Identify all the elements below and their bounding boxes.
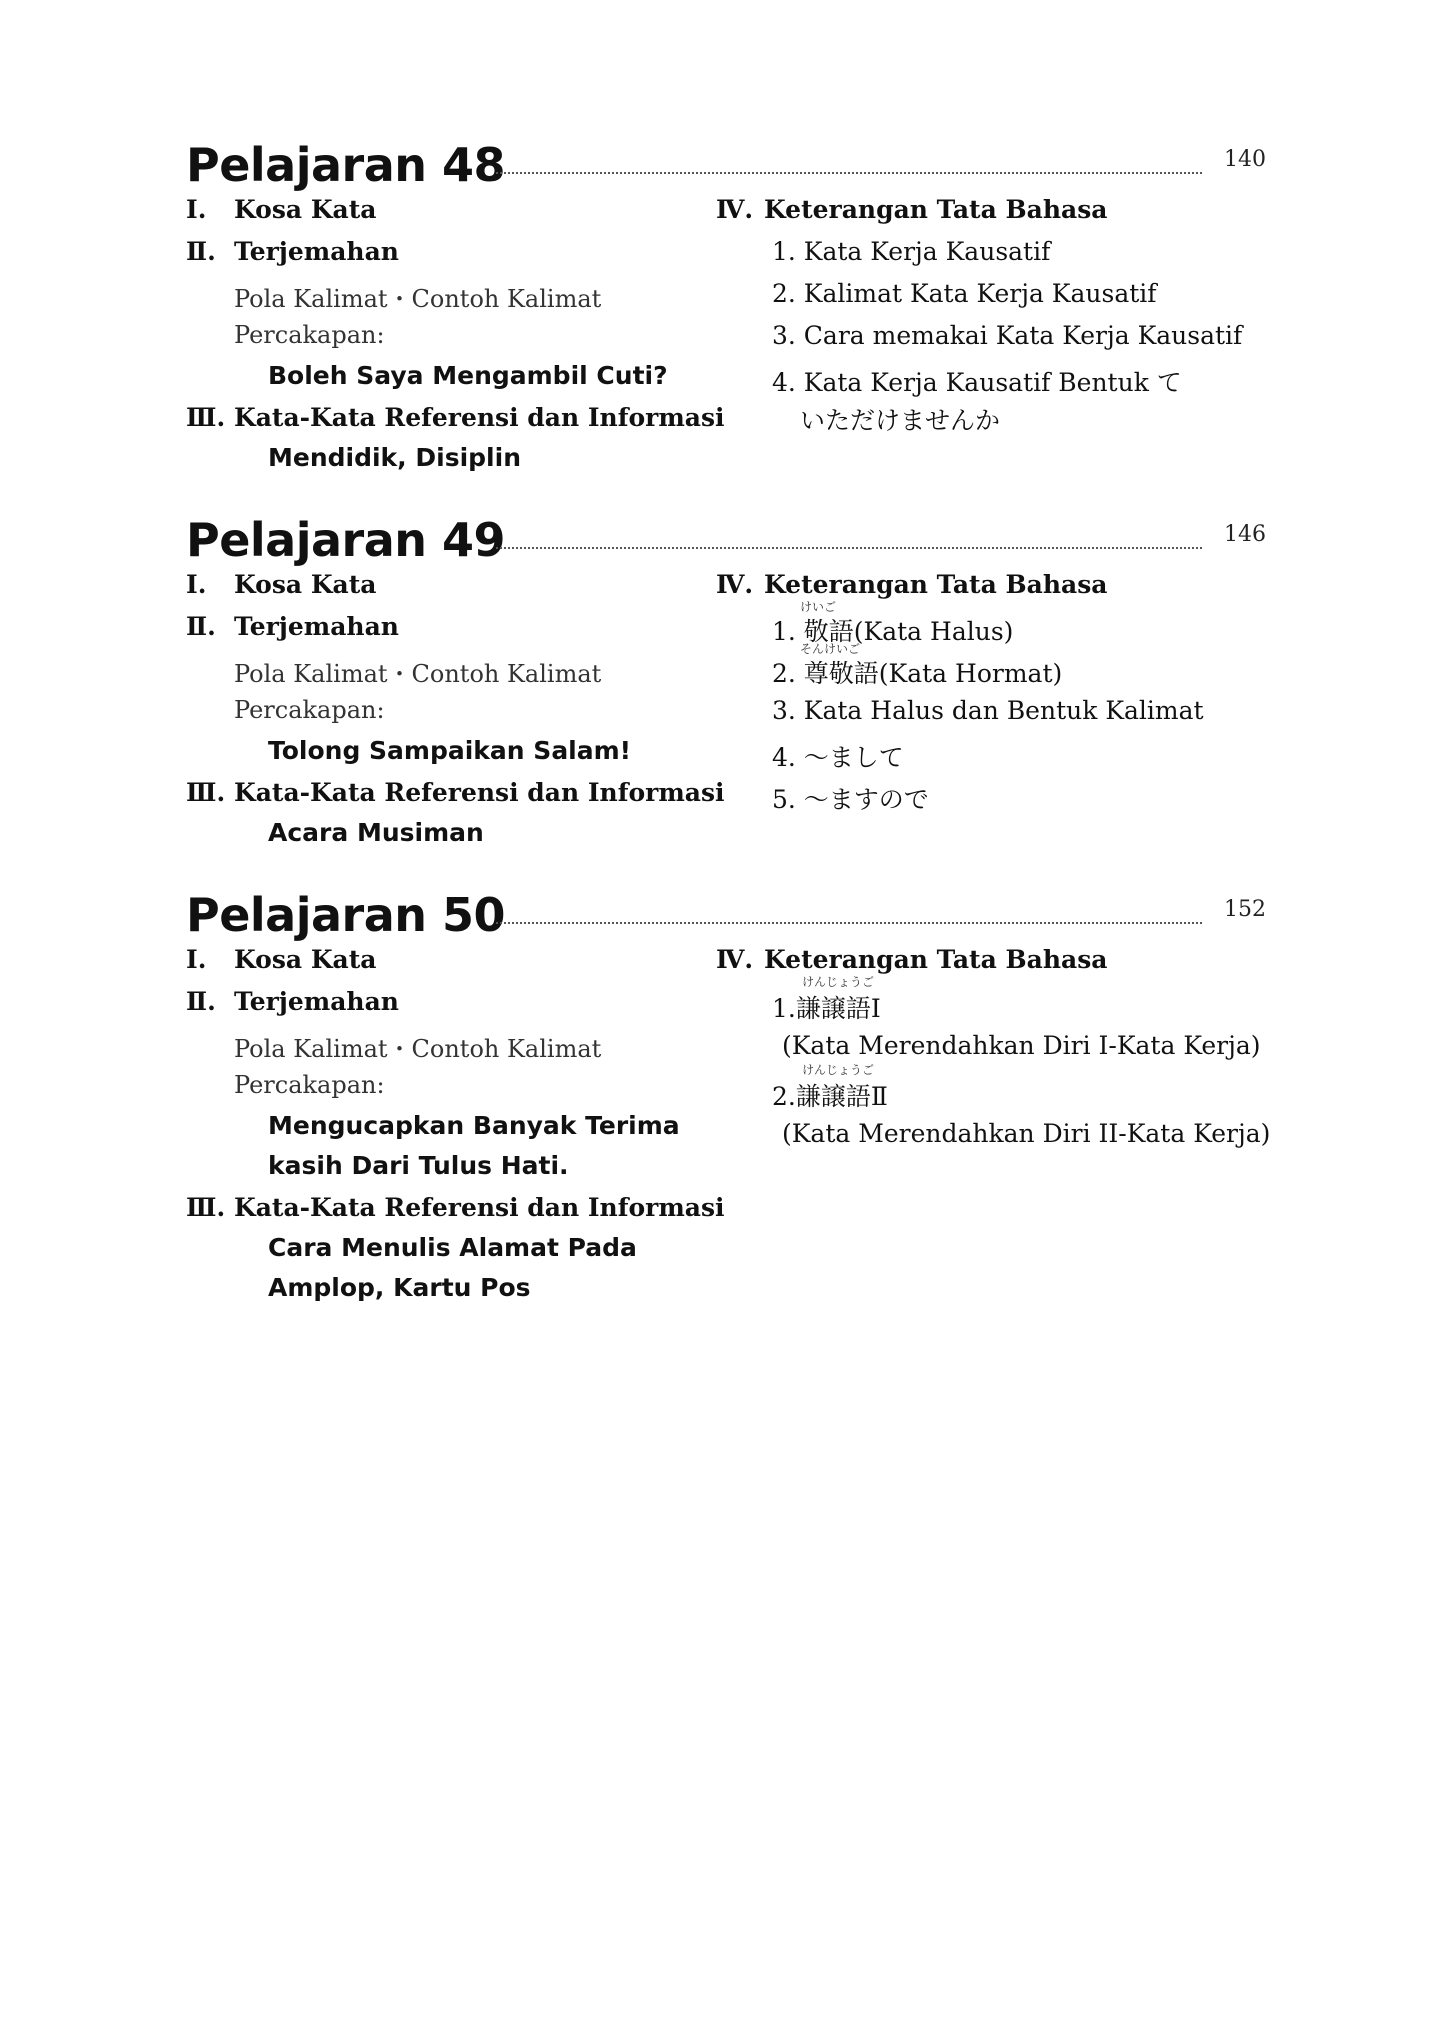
lesson-49 xyxy=(186,510,1266,847)
page-number[interactable]: 146 xyxy=(1224,522,1266,547)
subsection-pola-kalimat[interactable]: Pola Kalimat・Contoh Kalimat xyxy=(234,660,602,688)
grammar-item[interactable]: 3. Kata Halus dan Bentuk Kalimat xyxy=(772,696,1204,725)
section-tata-bahasa[interactable]: Ⅳ. Keterangan Tata Bahasa xyxy=(716,945,1108,974)
grammar-item[interactable]: 5. ～ますので xyxy=(772,785,929,814)
section-terjemahan[interactable]: Ⅱ. Terjemahan xyxy=(186,612,399,641)
conversation-title[interactable]: Boleh Saya Mengambil Cuti? xyxy=(268,361,668,390)
furigana: けんじょうご xyxy=(802,975,875,989)
lesson-header xyxy=(186,510,1266,570)
grammar-item[interactable]: 2. Kalimat Kata Kerja Kausatif xyxy=(772,279,1157,308)
conversation-title[interactable]: Tolong Sampaikan Salam! xyxy=(268,736,632,765)
grammar-item-description: (Kata Merendahkan Diri II-Kata Kerja) xyxy=(782,1119,1271,1148)
reference-title[interactable]: Cara Menulis Alamat Pada xyxy=(268,1233,637,1262)
grammar-item[interactable]: 1.謙譲語Ⅰ xyxy=(772,994,881,1023)
section-referensi[interactable]: Ⅲ. Kata-Kata Referensi dan Informasi xyxy=(186,778,725,807)
subsection-pola-kalimat[interactable]: Pola Kalimat・Contoh Kalimat xyxy=(234,285,602,313)
section-terjemahan[interactable]: Ⅱ. Terjemahan xyxy=(186,987,399,1016)
conversation-title-continued[interactable]: kasih Dari Tulus Hati. xyxy=(268,1151,569,1180)
grammar-item[interactable]: 2.謙譲語Ⅱ xyxy=(772,1082,888,1111)
grammar-item[interactable]: 1. 敬語(Kata Halus) xyxy=(772,617,1014,646)
page-number[interactable]: 140 xyxy=(1224,147,1266,172)
furigana: そんけいご xyxy=(800,642,861,656)
grammar-item-continued: いただけませんか xyxy=(800,406,1001,435)
furigana: けんじょうご xyxy=(802,1063,875,1077)
section-kosa-kata[interactable]: Ⅰ. Kosa Kata xyxy=(186,570,377,599)
lesson-title[interactable]: Pelajaran 49 xyxy=(186,513,506,567)
conversation-title[interactable]: Mengucapkan Banyak Terima xyxy=(268,1111,680,1140)
subsection-pola-kalimat[interactable]: Pola Kalimat・Contoh Kalimat xyxy=(234,1035,602,1063)
subsection-percakapan: Percakapan: xyxy=(234,321,385,349)
furigana: けいご xyxy=(800,600,837,614)
section-tata-bahasa[interactable]: Ⅳ. Keterangan Tata Bahasa xyxy=(716,195,1108,224)
grammar-item[interactable]: 4. Kata Kerja Kausatif Bentuk て xyxy=(772,368,1182,397)
lesson-48 xyxy=(186,135,1266,472)
grammar-item[interactable]: 4. ～まして xyxy=(772,743,904,772)
lesson-50 xyxy=(186,885,1271,1302)
grammar-item[interactable]: 2. 尊敬語(Kata Hormat) xyxy=(772,659,1063,688)
grammar-item-description: (Kata Merendahkan Diri I-Kata Kerja) xyxy=(782,1031,1261,1060)
lesson-header xyxy=(186,885,1266,945)
page-number[interactable]: 152 xyxy=(1224,897,1266,922)
section-referensi[interactable]: Ⅲ. Kata-Kata Referensi dan Informasi xyxy=(186,403,725,432)
subsection-percakapan: Percakapan: xyxy=(234,696,385,724)
reference-title[interactable]: Acara Musiman xyxy=(268,818,484,847)
leader-dots xyxy=(496,172,1202,174)
leader-dots xyxy=(496,922,1202,924)
leader-dots xyxy=(496,547,1202,549)
section-kosa-kata[interactable]: Ⅰ. Kosa Kata xyxy=(186,195,377,224)
reference-title[interactable]: Mendidik, Disiplin xyxy=(268,443,521,472)
grammar-item[interactable]: 3. Cara memakai Kata Kerja Kausatif xyxy=(772,321,1243,350)
section-tata-bahasa[interactable]: Ⅳ. Keterangan Tata Bahasa xyxy=(716,570,1108,599)
grammar-item[interactable]: 1. Kata Kerja Kausatif xyxy=(772,237,1051,266)
section-kosa-kata[interactable]: Ⅰ. Kosa Kata xyxy=(186,945,377,974)
lesson-title[interactable]: Pelajaran 48 xyxy=(186,138,506,192)
section-referensi[interactable]: Ⅲ. Kata-Kata Referensi dan Informasi xyxy=(186,1193,725,1222)
reference-title-continued[interactable]: Amplop, Kartu Pos xyxy=(268,1273,531,1302)
section-terjemahan[interactable]: Ⅱ. Terjemahan xyxy=(186,237,399,266)
lesson-title[interactable]: Pelajaran 50 xyxy=(186,888,506,942)
subsection-percakapan: Percakapan: xyxy=(234,1071,385,1099)
lesson-header xyxy=(186,135,1266,195)
